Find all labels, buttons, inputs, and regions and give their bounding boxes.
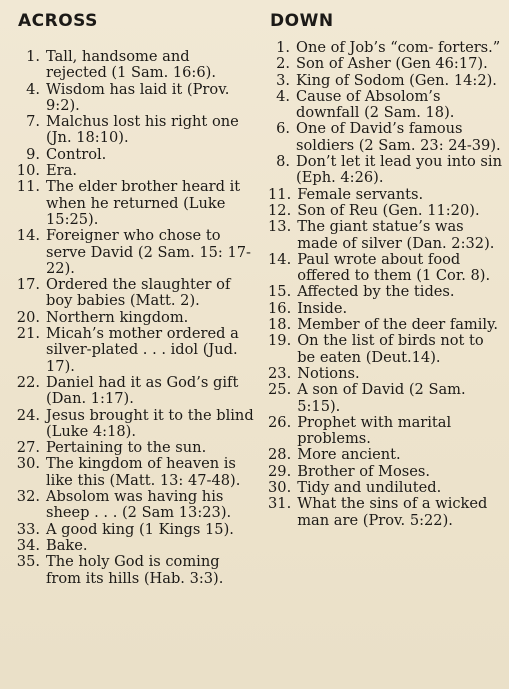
down-column [268, 10, 506, 529]
clue-number: 31. [268, 495, 292, 513]
down-clue-list [268, 40, 506, 529]
clue-text: Don’t let it lead you into sin (Eph. 4:26). [296, 153, 502, 187]
clue-text: Prophet with marital problems. [297, 413, 452, 448]
clue-text: Absolom was having his sheep . . . (2 Sam 13:23). [46, 488, 232, 522]
clue-text: Son of Asher (Gen 46:17). [296, 55, 488, 73]
clue-item [268, 301, 506, 317]
clue-number: 6. [276, 120, 290, 138]
clue-text: Foreigner who chose to serve David (2 Sam. 15: 17-22). [46, 227, 251, 277]
clue-number: 22. [16, 373, 40, 391]
clue-text: The kingdom of heaven is like this (Matt. 13: 47-48). [46, 455, 241, 489]
clue-number: 13. [268, 218, 292, 236]
clue-number: 17. [16, 276, 40, 294]
clue-item [268, 89, 506, 122]
clue-text: Wisdom has laid it (Prov. 9:2). [46, 80, 230, 114]
clue-item [268, 382, 506, 415]
clue-text: On the list of birds not to be eaten (Deut.14). [297, 332, 484, 366]
across-heading: ACROSS [18, 11, 98, 31]
clue-item [12, 277, 254, 310]
clue-number: 1. [26, 48, 40, 65]
clue-item [268, 121, 506, 154]
clue-text: Daniel had it as God’s gift (Dan. 1:17). [46, 373, 239, 408]
clue-number: 33. [16, 520, 40, 538]
clue-number: 4. [26, 80, 40, 98]
clue-number: 11. [16, 178, 40, 196]
clue-text: The elder brother heard it when he returned (Luke 15:25). [46, 178, 241, 228]
clue-item [268, 496, 506, 529]
clue-item [268, 252, 506, 285]
across-column [12, 10, 254, 587]
clue-text: Son of Reu (Gen. 11:20). [297, 201, 480, 219]
clue-text: Jesus brought it to the blind (Luke 4:18). [46, 406, 254, 440]
clue-number: 7. [26, 113, 40, 131]
clue-number: 11. [268, 185, 292, 203]
clue-number: 1. [276, 39, 290, 56]
clue-item [12, 49, 254, 82]
clue-text: Pertaining to the sun. [46, 439, 207, 457]
clue-text: The giant statue’s was made of silver (Dan. 2:32). [297, 218, 495, 252]
clue-text: Tall, handsome and rejected (1 Sam. 16:6). [46, 48, 216, 82]
clue-number: 25. [268, 381, 292, 399]
clue-item [12, 456, 254, 489]
clue-text: A son of David (2 Sam. 5:15). [297, 381, 466, 415]
clue-item [268, 219, 506, 252]
clue-text: Cause of Absolom’s downfall (2 Sam. 18). [296, 87, 455, 122]
clue-item [268, 464, 506, 480]
clue-text: King of Sodom (Gen. 14:2). [296, 71, 497, 89]
clue-item [268, 56, 506, 72]
clue-number: 14. [268, 250, 292, 268]
clue-item [268, 333, 506, 366]
clue-item [12, 538, 254, 554]
clue-item [268, 284, 506, 300]
clue-item [268, 187, 506, 203]
clue-item [268, 154, 506, 187]
clue-number: 9. [26, 145, 40, 163]
clue-number: 26. [268, 413, 292, 431]
clue-text: Inside. [297, 299, 348, 317]
clue-item [12, 440, 254, 456]
clue-item [12, 179, 254, 228]
clue-text: One of Job’s “com- forters.” [296, 39, 501, 56]
clue-text: Brother of Moses. [297, 462, 431, 480]
clue-text: Northern kingdom. [46, 308, 189, 326]
clue-text: Affected by the tides. [297, 283, 455, 301]
clue-item [12, 114, 254, 147]
clue-item [268, 447, 506, 463]
clue-text: Micah’s mother ordered a silver-plated . . . idol (Jud. 17). [46, 325, 239, 375]
clue-item [268, 415, 506, 448]
clue-text: One of David’s famous soldiers (2 Sam. 23: 24-39). [296, 120, 501, 154]
clue-item [12, 147, 254, 163]
clue-number: 29. [268, 462, 292, 480]
clue-text: Bake. [46, 536, 88, 554]
clue-item [268, 203, 506, 219]
clue-item [12, 554, 254, 587]
clue-number: 35. [16, 553, 40, 571]
clue-text: More ancient. [297, 446, 401, 464]
clue-text: Notions. [297, 364, 360, 382]
clue-item [12, 310, 254, 326]
clue-item [12, 375, 254, 408]
clue-number: 32. [16, 488, 40, 506]
clue-item [268, 317, 506, 333]
clue-text: Control. [46, 145, 107, 163]
clue-number: 10. [16, 162, 40, 180]
clue-item [12, 326, 254, 375]
clue-number: 19. [268, 332, 292, 350]
clue-number: 30. [16, 455, 40, 473]
clue-text: Ordered the slaughter of boy babies (Matt. 2). [46, 276, 231, 310]
clue-item [12, 408, 254, 441]
clue-number: 30. [268, 479, 292, 497]
clue-text: Paul wrote about food offered to them (1 Cor. 8). [297, 250, 491, 285]
clue-number: 28. [268, 446, 292, 464]
clue-text: Tidy and undiluted. [297, 479, 442, 497]
clue-item [12, 228, 254, 277]
clue-text: Member of the deer family. [297, 316, 499, 334]
clue-number: 8. [276, 153, 290, 171]
clue-item [12, 489, 254, 522]
clue-number: 21. [16, 325, 40, 343]
clue-item [12, 163, 254, 179]
down-heading: DOWN [270, 11, 334, 31]
clue-item [268, 40, 506, 56]
clue-text: A good king (1 Kings 15). [46, 520, 234, 538]
clue-item [268, 73, 506, 89]
clue-number: 20. [16, 308, 40, 326]
clue-item [268, 480, 506, 496]
clue-number: 18. [268, 316, 292, 334]
clue-number: 12. [268, 201, 292, 219]
clue-text: Era. [46, 162, 77, 180]
clue-number: 23. [268, 364, 292, 382]
clue-text: Malchus lost his right one (Jn. 18:10). [46, 113, 239, 147]
clue-number: 34. [16, 536, 40, 554]
clue-text: The holy God is coming from its hills (Hab. 3:3). [46, 553, 224, 587]
clue-text: What the sins of a wicked man are (Prov. 5:22). [297, 495, 488, 529]
clue-number: 2. [276, 55, 290, 73]
clue-text: Female servants. [297, 185, 424, 203]
clue-number: 14. [16, 227, 40, 245]
clue-item [12, 522, 254, 538]
clue-number: 24. [16, 406, 40, 424]
clue-number: 15. [268, 283, 292, 301]
across-clue-list [12, 49, 254, 587]
clue-number: 16. [268, 299, 292, 317]
clue-number: 27. [16, 439, 40, 457]
clue-item [12, 82, 254, 115]
clue-number: 4. [276, 87, 290, 105]
clue-item [268, 366, 506, 382]
clue-number: 3. [276, 71, 290, 89]
